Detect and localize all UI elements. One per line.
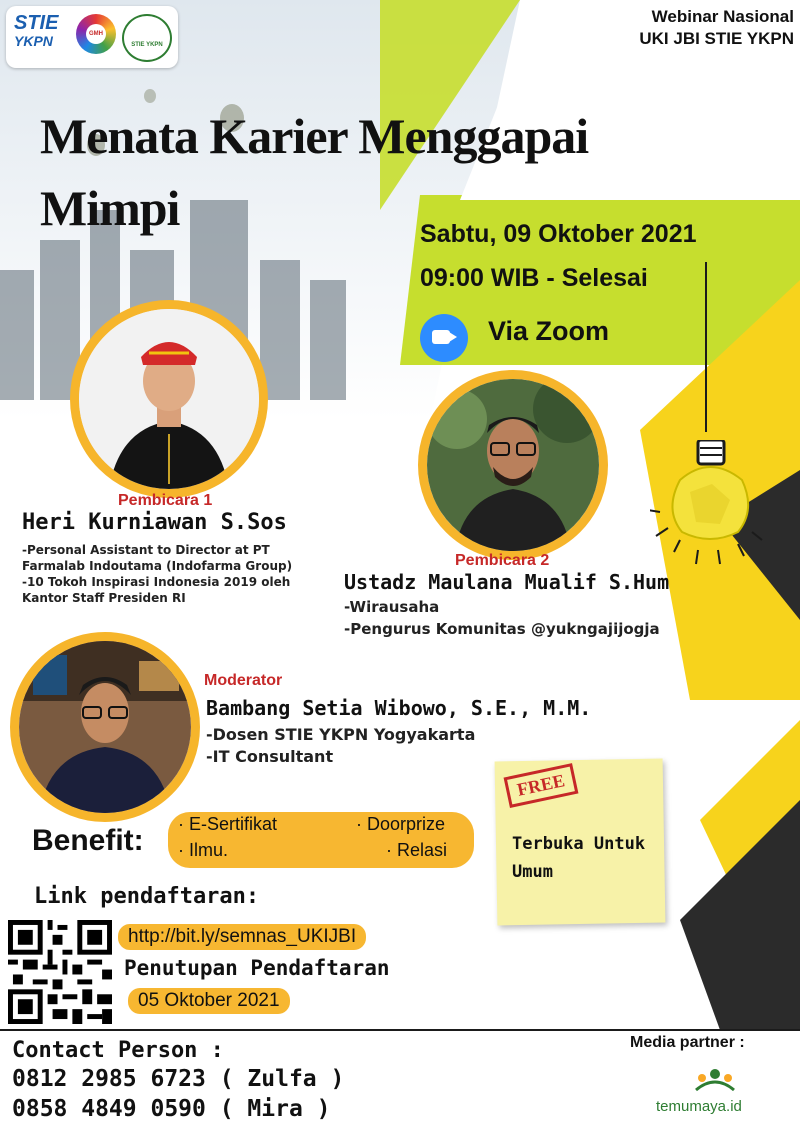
zoom-camera-body bbox=[432, 330, 450, 344]
stie-ykpn-logo: STIE YKPN bbox=[14, 12, 59, 49]
speaker2-desc-line: -Wirausaha bbox=[344, 598, 440, 616]
speaker2-desc-line: -Pengurus Komunitas @yukngajijogja bbox=[344, 620, 660, 638]
free-note-text bbox=[512, 830, 662, 886]
speaker2-photo bbox=[418, 370, 608, 560]
benefit-item-text: Ilmu. bbox=[189, 840, 229, 860]
title-line-2: Mimpi bbox=[40, 180, 180, 236]
contact-phone[interactable]: 0858 4849 0590 ( Mira ) bbox=[12, 1096, 331, 1122]
speaker2-portrait bbox=[427, 379, 599, 551]
contact-phone[interactable]: 0812 2985 6723 ( Zulfa ) bbox=[12, 1066, 345, 1092]
event-schedule bbox=[420, 212, 697, 300]
media-partner-name: temumaya.id bbox=[656, 1098, 742, 1115]
speaker1-photo bbox=[70, 300, 268, 498]
speaker1-label: Pembicara 1 bbox=[118, 492, 213, 509]
free-note-line-1: Terbuka Untuk bbox=[512, 834, 646, 854]
closing-label: Penutupan Pendaftaran bbox=[124, 956, 390, 980]
speaker1-desc-line: Kantor Staff Presiden RI bbox=[22, 591, 186, 605]
speaker2-desc bbox=[344, 596, 660, 640]
benefit-label: Benefit: bbox=[32, 824, 144, 857]
benefit-item-text: Doorprize bbox=[367, 814, 446, 834]
event-time: 09:00 WIB - Selesai bbox=[420, 264, 648, 292]
speaker1-desc bbox=[22, 542, 292, 606]
zoom-camera-lens bbox=[449, 332, 457, 342]
webinar-line-2: UKI JBI STIE YKPN bbox=[639, 29, 794, 48]
registration-link[interactable]: http://bit.ly/semnas_UKIJBI bbox=[118, 924, 366, 950]
benefit-item: · Doorprize bbox=[356, 814, 446, 834]
contact-title: Contact Person : bbox=[12, 1038, 224, 1063]
speaker1-portrait bbox=[79, 309, 259, 489]
benefit-item: · Ilmu. bbox=[178, 840, 229, 860]
speaker2-name: Ustadz Maulana Mualif S.Hum bbox=[344, 570, 670, 594]
moderator-photo bbox=[10, 632, 200, 822]
moderator-name: Bambang Setia Wibowo, S.E., M.M. bbox=[206, 696, 592, 720]
free-stamp: FREE bbox=[504, 763, 579, 808]
qr-code-icon[interactable] bbox=[8, 920, 112, 1024]
moderator-desc-line: -Dosen STIE YKPN Yogyakarta bbox=[206, 725, 476, 744]
lightbulb-icon bbox=[650, 440, 790, 580]
event-date: Sabtu, 09 Oktober 2021 bbox=[420, 220, 697, 248]
speaker1-desc-line: Farmalab Indoutama (Indofarma Group) bbox=[22, 559, 293, 573]
speaker1-desc-line: -Personal Assistant to Director at PT bbox=[22, 543, 270, 557]
gmh-logo-center: GMH bbox=[86, 24, 106, 44]
webinar-line-1: Webinar Nasional bbox=[651, 7, 794, 26]
moderator-desc bbox=[206, 724, 475, 768]
benefit-item-text: E-Sertifikat bbox=[189, 814, 278, 834]
temumaya-logo-icon bbox=[690, 1064, 740, 1094]
free-note-line-2: Umum bbox=[512, 862, 553, 882]
moderator-label: Moderator bbox=[204, 672, 283, 689]
moderator-desc-line: -IT Consultant bbox=[206, 747, 334, 766]
media-partner-label: Media partner : bbox=[630, 1034, 745, 1051]
platform-text: Via Zoom bbox=[488, 316, 610, 346]
speaker1-name: Heri Kurniawan S.Sos bbox=[22, 510, 287, 535]
benefit-item: · Relasi bbox=[386, 840, 448, 860]
registration-label: Link pendaftaran: bbox=[34, 884, 260, 909]
speaker2-label: Pembicara 2 bbox=[455, 552, 550, 569]
moderator-portrait bbox=[19, 641, 191, 813]
title-line-1: Menata Karier Menggapai bbox=[40, 108, 589, 164]
webinar-badge bbox=[590, 6, 794, 50]
benefit-item-text: Relasi bbox=[397, 840, 448, 860]
closing-date: 05 Oktober 2021 bbox=[128, 988, 290, 1014]
benefit-item: · E-Sertifikat bbox=[178, 814, 278, 834]
speaker1-desc-line: -10 Tokoh Inspirasi Indonesia 2019 oleh bbox=[22, 575, 291, 589]
uki-jbi-logo: STIE YKPN bbox=[122, 14, 172, 62]
lamp-cord bbox=[705, 262, 707, 432]
